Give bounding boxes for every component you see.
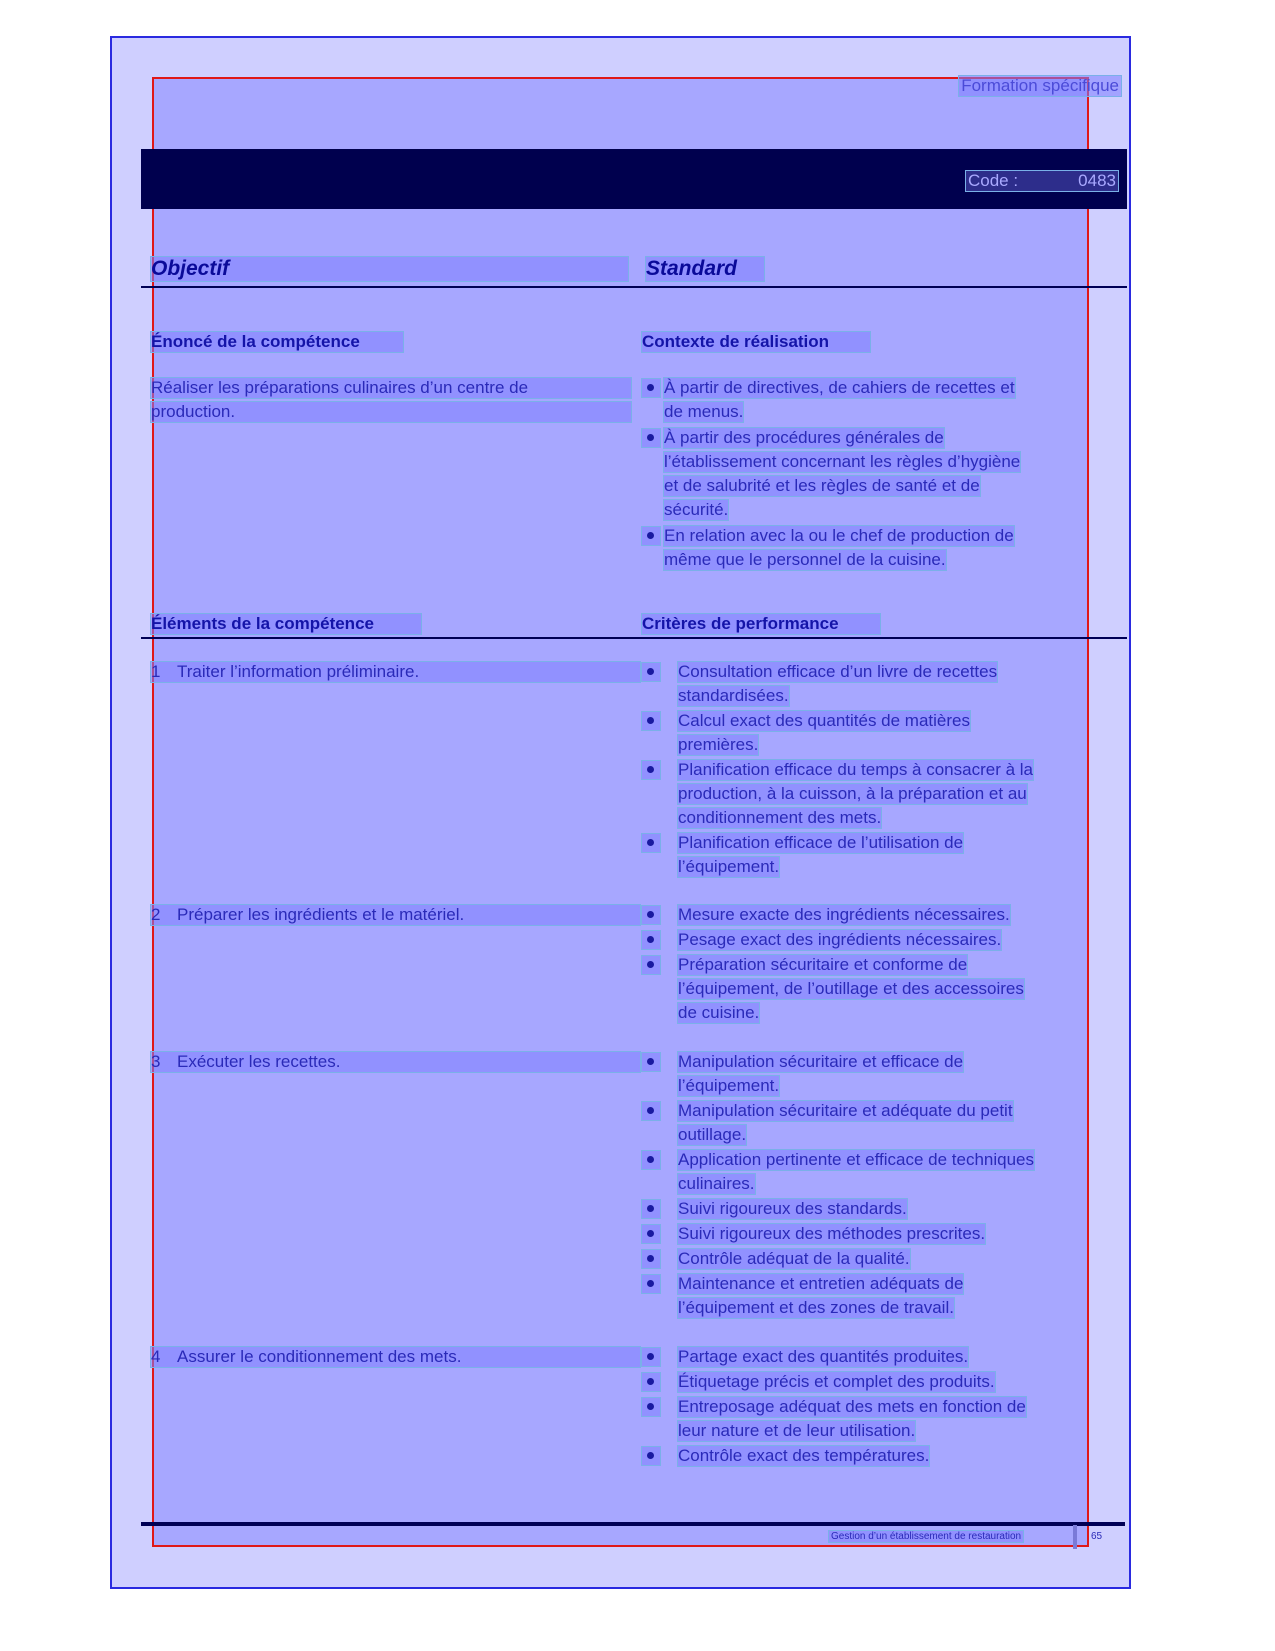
criteria-line: standardisées. bbox=[678, 686, 789, 705]
criteria-line: Suivi rigoureux des standards. bbox=[678, 1199, 907, 1218]
bullet-icon bbox=[642, 527, 660, 545]
footer-title: Gestion d’un établissement de restauration bbox=[831, 1531, 1022, 1542]
criteria-line: l’équipement. bbox=[678, 857, 780, 876]
contexte-item-line: À partir de directives, de cahiers de recettes et bbox=[664, 378, 1015, 397]
bullet-icon bbox=[642, 931, 660, 949]
bullet-icon bbox=[642, 1102, 660, 1120]
criteria-line: Application pertinente et efficace de techniques bbox=[678, 1150, 1034, 1169]
element-text: Assurer le conditionnement des mets. bbox=[177, 1347, 462, 1366]
bullet-icon bbox=[642, 956, 660, 974]
element-item bbox=[151, 1347, 640, 1367]
criteria-line: Mesure exacte des ingrédients nécessaires. bbox=[678, 905, 1010, 924]
element-number: 2 bbox=[151, 905, 161, 924]
criteria-line: Préparation sécuritaire et conforme de bbox=[678, 955, 968, 974]
divider-middle bbox=[141, 637, 1127, 639]
criteria-line: Pesage exact des ingrédients nécessaires. bbox=[678, 930, 1002, 949]
element-number: 1 bbox=[151, 662, 161, 681]
criteria-line: Planification efficace de l’utilisation de bbox=[678, 833, 964, 852]
formation-header: Formation spécifique bbox=[961, 76, 1119, 95]
page-number: 65 bbox=[1091, 1531, 1103, 1542]
bullet-icon bbox=[642, 1275, 660, 1293]
bullet-icon bbox=[642, 1373, 660, 1391]
criteria-line: Étiquetage précis et complet des produits. bbox=[678, 1372, 995, 1391]
contexte-label: Contexte de réalisation bbox=[642, 332, 870, 352]
divider-bottom bbox=[141, 1522, 1125, 1526]
element-text: Préparer les ingrédients et le matériel. bbox=[177, 905, 465, 924]
criteria-line: culinaires. bbox=[678, 1174, 755, 1193]
bullet-icon bbox=[642, 1250, 660, 1268]
criteria-line: conditionnement des mets. bbox=[678, 808, 882, 827]
criteria-line: Entreposage adéquat des mets en fonction de bbox=[678, 1397, 1026, 1416]
elements-label: Éléments de la compétence bbox=[151, 614, 421, 634]
contexte-item-line: En relation avec la ou le chef de production de bbox=[664, 526, 1014, 545]
bullet-icon bbox=[642, 906, 660, 924]
criteria-line: outillage. bbox=[678, 1125, 747, 1144]
criteria-line: Contrôle adéquat de la qualité. bbox=[678, 1249, 910, 1268]
footer-separator bbox=[1073, 1525, 1077, 1549]
criteria-line: Manipulation sécuritaire et adéquate du petit bbox=[678, 1101, 1013, 1120]
criteria-line: production, à la cuisson, à la préparation et au bbox=[678, 784, 1027, 803]
element-text: Traiter l’information préliminaire. bbox=[177, 662, 420, 681]
criteria-line: leur nature et de leur utilisation. bbox=[678, 1421, 916, 1440]
bullet-icon bbox=[642, 761, 660, 779]
code-value: 0483 bbox=[1078, 171, 1116, 190]
contexte-item-line: même que le personnel de la cuisine. bbox=[664, 550, 946, 569]
objectif-title: Objectif bbox=[151, 257, 628, 281]
criteria-line: Consultation efficace d’un livre de recettes bbox=[678, 662, 998, 681]
enonce-line: Réaliser les préparations culinaires d’un centre de bbox=[151, 378, 631, 398]
bullet-icon bbox=[642, 1053, 660, 1071]
bullet-icon bbox=[642, 429, 660, 447]
criteria-line: Suivi rigoureux des méthodes prescrites. bbox=[678, 1224, 986, 1243]
criteria-line: de cuisine. bbox=[678, 1003, 760, 1022]
element-number: 3 bbox=[151, 1052, 161, 1071]
element-number: 4 bbox=[151, 1347, 161, 1366]
element-item bbox=[151, 662, 640, 682]
enonce-label: Énoncé de la compétence bbox=[151, 332, 403, 352]
contexte-item-line: À partir des procédures générales de bbox=[664, 428, 944, 447]
contexte-item-line: sécurité. bbox=[664, 500, 729, 519]
criteria-line: Calcul exact des quantités de matières bbox=[678, 711, 970, 730]
enonce-line: production. bbox=[151, 402, 631, 422]
criteria-line: l’équipement. bbox=[678, 1076, 780, 1095]
criteria-line: premières. bbox=[678, 735, 759, 754]
criteria-line: l’équipement, de l’outillage et des accessoires bbox=[678, 979, 1024, 998]
criteria-line: Contrôle exact des températures. bbox=[678, 1446, 930, 1465]
code-label bbox=[966, 171, 1118, 191]
bullet-icon bbox=[642, 712, 660, 730]
bullet-icon bbox=[642, 1447, 660, 1465]
bullet-icon bbox=[642, 834, 660, 852]
contexte-item-line: de menus. bbox=[664, 402, 744, 421]
element-item bbox=[151, 905, 640, 925]
code-key: Code : bbox=[968, 171, 1019, 190]
criteria-line: Partage exact des quantités produites. bbox=[678, 1347, 969, 1366]
standard-title: Standard bbox=[646, 257, 764, 281]
element-text: Exécuter les recettes. bbox=[177, 1052, 341, 1071]
bullet-icon bbox=[642, 1348, 660, 1366]
contexte-item-line: et de salubrité et les règles de santé et de bbox=[664, 476, 980, 495]
bullet-icon bbox=[642, 663, 660, 681]
criteria-line: Maintenance et entretien adéquats de bbox=[678, 1274, 964, 1293]
divider-top bbox=[141, 286, 1127, 288]
element-item bbox=[151, 1052, 640, 1072]
criteria-line: Planification efficace du temps à consacrer à la bbox=[678, 760, 1033, 779]
criteria-line: l’équipement et des zones de travail. bbox=[678, 1298, 954, 1317]
bullet-icon bbox=[642, 1398, 660, 1416]
bullet-icon bbox=[642, 1151, 660, 1169]
bullet-icon bbox=[642, 1200, 660, 1218]
contexte-item-line: l’établissement concernant les règles d’hygiène bbox=[664, 452, 1021, 471]
bullet-icon bbox=[642, 1225, 660, 1243]
criteria-line: Manipulation sécuritaire et efficace de bbox=[678, 1052, 964, 1071]
criteres-label: Critères de performance bbox=[642, 614, 880, 634]
page-content-frame bbox=[152, 77, 1089, 1547]
bullet-icon bbox=[642, 379, 660, 397]
